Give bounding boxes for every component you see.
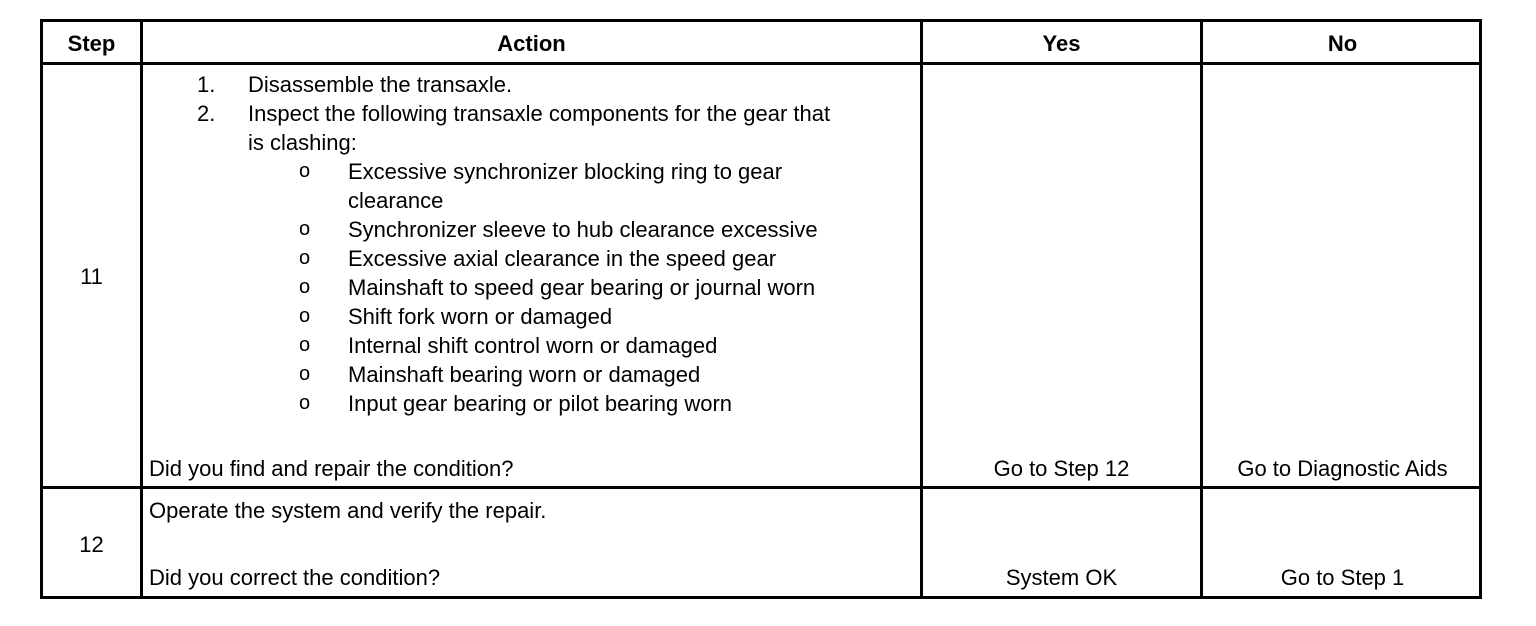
bullet-item-text: Internal shift control worn or damaged (348, 333, 718, 358)
header-divider (43, 62, 1479, 65)
no-result: Go to Diagnostic Aids (1237, 456, 1448, 481)
header-action: Action (497, 31, 566, 56)
list-item-text: Disassemble the transaxle. (248, 72, 513, 97)
yes-result: System OK (1005, 565, 1118, 590)
instruction-text: Operate the system and verify the repair. (149, 498, 547, 523)
bullet-marker: o (299, 334, 311, 356)
bullet-item-text: Excessive synchronizer blocking ring to gear (348, 159, 783, 184)
bullet-item-text: Mainshaft to speed gear bearing or journal worn (348, 275, 816, 300)
bullet-item-text: Shift fork worn or damaged (348, 304, 613, 329)
step-number: 11 (80, 264, 103, 289)
list-number: 2. (197, 101, 216, 126)
yes-result: Go to Step 12 (993, 456, 1130, 481)
list-number: 1. (197, 72, 216, 97)
column-divider (1200, 22, 1203, 596)
column-divider (920, 22, 923, 596)
column-divider (140, 22, 143, 596)
bullet-item-text: Input gear bearing or pilot bearing worn (348, 391, 733, 416)
bullet-marker: o (299, 218, 311, 240)
bullet-marker: o (299, 247, 311, 269)
header-no: No (1327, 31, 1358, 56)
bullet-item-text: Synchronizer sleeve to hub clearance excessive (348, 217, 818, 242)
question-text: Did you find and repair the condition? (149, 456, 514, 481)
bullet-marker: o (299, 363, 311, 385)
bullet-marker: o (299, 305, 311, 327)
list-item-text: Inspect the following transaxle components for the gear that (248, 101, 831, 126)
question-text: Did you correct the condition? (149, 565, 441, 590)
row-divider (43, 486, 1479, 489)
header-yes: Yes (1042, 31, 1081, 56)
bullet-marker: o (299, 392, 311, 414)
list-item-text: is clashing: (248, 130, 357, 155)
bullet-item-text: clearance (348, 188, 444, 213)
diagnostic-table (40, 19, 1482, 599)
step-number: 12 (79, 532, 104, 557)
no-result: Go to Step 1 (1280, 565, 1405, 590)
bullet-marker: o (299, 160, 311, 182)
bullet-item-text: Mainshaft bearing worn or damaged (348, 362, 701, 387)
bullet-marker: o (299, 276, 311, 298)
header-step: Step (67, 31, 116, 56)
bullet-item-text: Excessive axial clearance in the speed gear (348, 246, 777, 271)
